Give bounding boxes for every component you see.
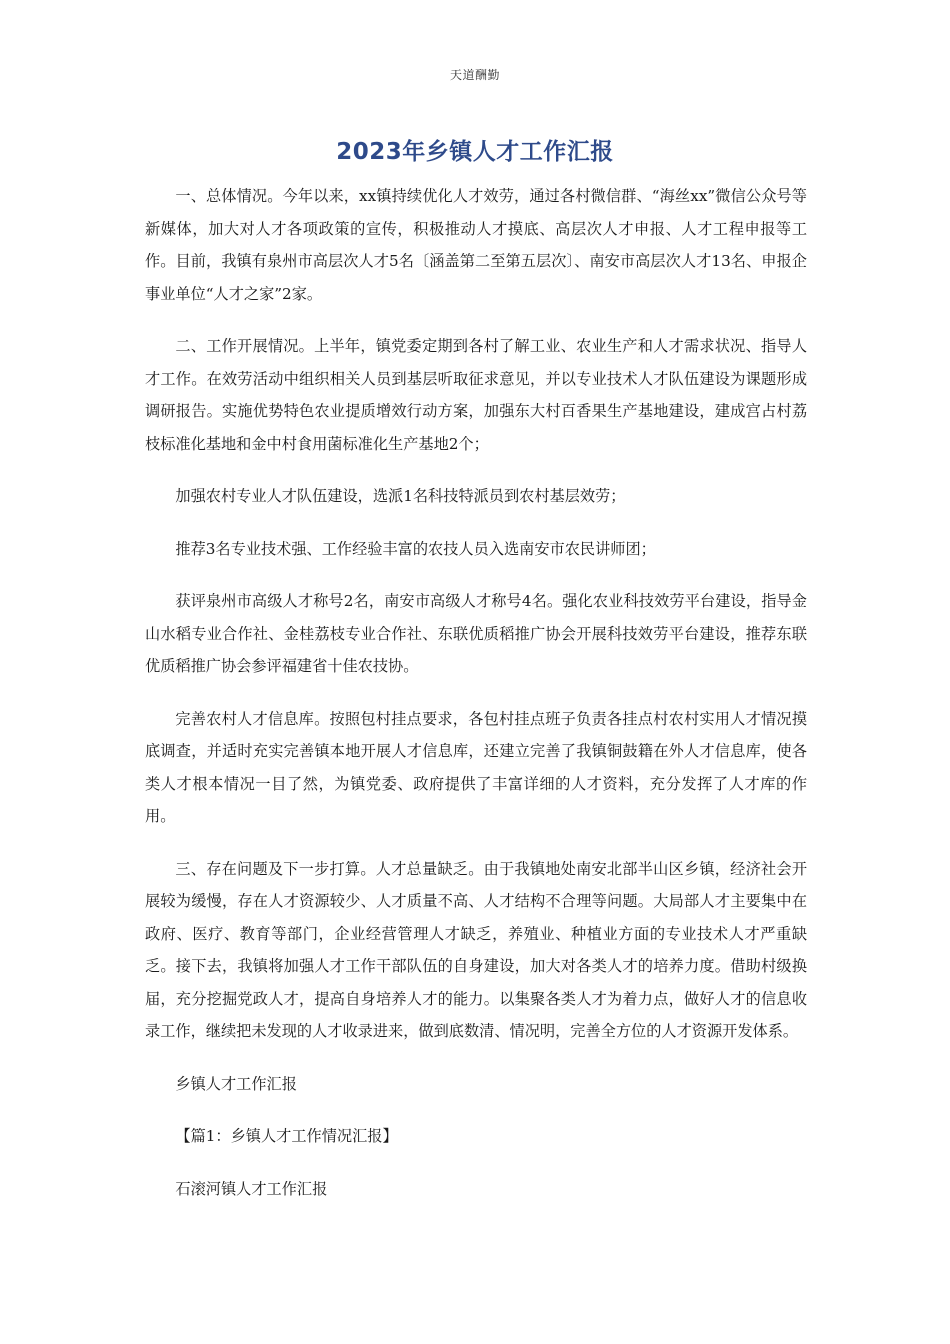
paragraph-problems-plans: 三、存在问题及下一步打算。人才总量缺乏。由于我镇地处南安北部半山区乡镇，经济社会开展较为缓慢，存在人才资源较少、人才质量不高、人才结构不合理等问题。大局部人才主要集中在政府、医疗、教育等部门，企业经营管理人才缺乏，养殖业、种植业方面的专业技术人才严重缺乏。接下去，我镇将加强人才工作干部队伍的自身建设，加大对各类人才的培养力度。借助村级换届，充分挖掘党政人才，提高自身培养人才的能力。以集聚各类人才为着力点，做好人才的信息收录工作，继续把未发现的人才收录进来，做到底数清、情况明，完善全方位的人才资源开发体系。: [145, 859, 807, 1040]
paragraph-talent-database: 完善农村人才信息库。按照包村挂点要求，各包村挂点班子负责各挂点村农村实用人才情况摸底调查，并适时充实完善镇本地开展人才信息库，还建立完善了我镇铜鼓籍在外人才信息库，使各类人才根本情况一目了然，为镇党委、政府提供了丰富详细的人才资料，充分发挥了人才库的作用。: [145, 709, 807, 825]
paragraph-lecturer-group: 推荐3名专业技术强、工作经验丰富的农技人员入选南安市农民讲师团；: [175, 539, 656, 558]
paragraph-town-report-title: 石滚河镇人才工作汇报: [175, 1179, 328, 1198]
paragraph-work-progress: 二、工作开展情况。上半年，镇党委定期到各村了解工业、农业生产和人才需求状况、指导人才工作。在效劳活动中组织相关人员到基层听取征求意见，并以专业技术人才队伍建设为课题形成调研报告。实施优势特色农业提质增效行动方案，加强东大村百香果生产基地建设，建成宫占村荔枝标准化基地和金中村食用菌标准化生产基地2个；: [145, 337, 807, 453]
page-header: 天道酬勤: [449, 68, 500, 82]
paragraph-overview: 一、总体情况。今年以来，xx镇持续优化人才效劳，通过各村微信群、“海丝xx”微信公众号等新媒体，加大对人才各项政策的宣传，积极推动人才摸底、高层次人才申报、人才工程申报等工作。目前，我镇有泉州市高层次人才5名〔涵盖第二至第五层次〕、南安市高层次人才13名、申报企事业单位“人才之家”2家。: [145, 187, 807, 303]
document-title: 2023年乡镇人才工作汇报: [336, 139, 614, 165]
paragraph-talent-awards: 获评泉州市高级人才称号2名，南安市高级人才称号4名。强化农业科技效劳平台建设，指导金山水稻专业合作社、金桂荔枝专业合作社、东联优质稻推广协会开展科技效劳平台建设，推荐东联优质稻推广协会参评福建省十佳农技协。: [145, 592, 807, 675]
paragraph-chapter-heading: 【篇1：乡镇人才工作情况汇报】: [175, 1127, 398, 1145]
paragraph-subheading: 乡镇人才工作汇报: [175, 1074, 297, 1093]
paragraph-rural-talent-team: 加强农村专业人才队伍建设，选派1名科技特派员到农村基层效劳；: [175, 487, 626, 505]
document-body: [145, 180, 807, 1225]
